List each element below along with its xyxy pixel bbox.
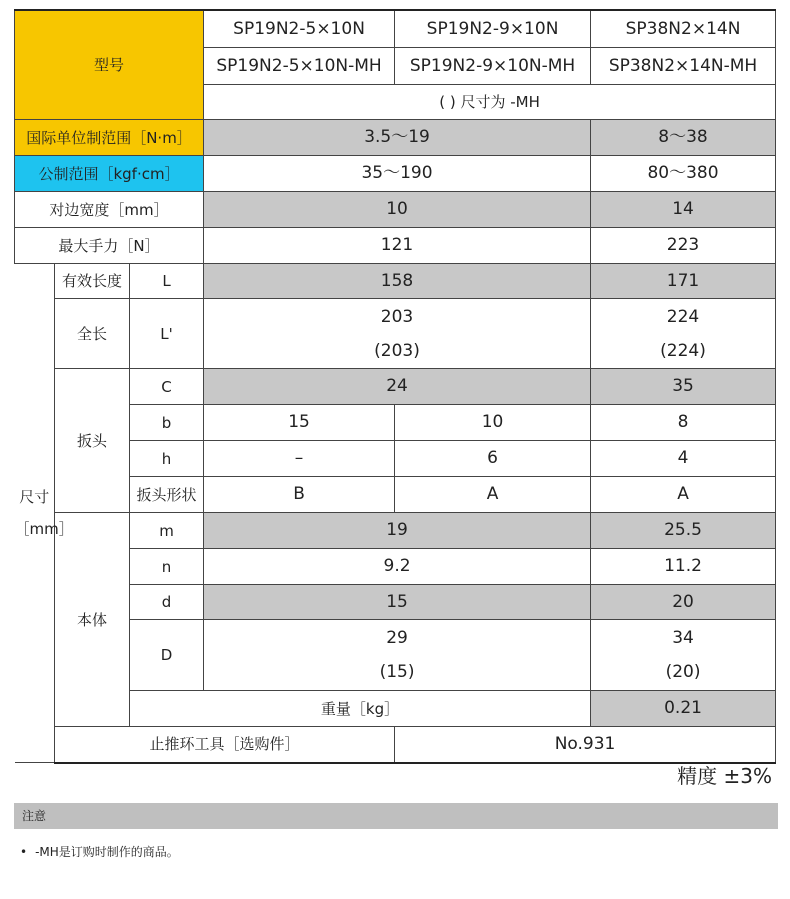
head-b-value-1: 15 (204, 405, 395, 441)
stop-ring-label: 止推环工具［选购件］ (55, 727, 395, 763)
overall-length-symbol: L' (130, 299, 204, 369)
head-h-value-3: 4 (591, 441, 776, 477)
head-shape-label: 扳头形状 (130, 477, 204, 513)
model-2-name: SP19N2-9×10N (395, 10, 591, 48)
dimensions-label-line1: 尺寸 (19, 488, 50, 506)
max-hand-force-value-b: 223 (591, 228, 776, 264)
head-h-value-2: 6 (395, 441, 591, 477)
body-d-value-b: 20 (591, 585, 776, 620)
dimensions-group-label (14, 264, 74, 763)
accuracy-note: 精度 ±3% (677, 764, 772, 788)
body-n-value-b: 11.2 (591, 549, 776, 585)
max-hand-force-value-a: 121 (204, 228, 591, 264)
model-3-name: SP38N2×14N (591, 10, 776, 48)
weight-value-a: 0.21 (591, 691, 776, 727)
overall-length-cell-a (204, 299, 591, 369)
effective-length-label: 有效长度 (55, 264, 130, 299)
head-h-value-1: – (204, 441, 395, 477)
body-m-value-a: 19 (204, 513, 591, 549)
width-across-value-b: 14 (591, 192, 776, 228)
body-D-value-a: 29 (386, 628, 408, 648)
body-D-symbol: D (130, 620, 204, 691)
body-d-value-a: 15 (204, 585, 591, 620)
head-shape-value-3: A (591, 477, 776, 513)
overall-length-value-a: 203 (380, 306, 414, 327)
overall-length-value-a-mh: (203) (374, 340, 420, 361)
body-n-symbol: n (130, 549, 204, 585)
torque-kgf-value-b: 80〜380 (591, 156, 776, 192)
notes-title: 注意 (14, 803, 778, 829)
model-1-name-mh: SP19N2-5×10N-MH (204, 48, 395, 85)
torque-kgf-value-a: 35〜190 (204, 156, 591, 192)
torque-si-value-a: 3.5〜19 (204, 120, 591, 156)
model-1-name: SP19N2-5×10N (204, 10, 395, 48)
overall-length-value-b: 224 (666, 306, 700, 327)
head-shape-value-1: B (204, 477, 395, 513)
head-c-symbol: C (130, 369, 204, 405)
torque-si-label: 国际单位制范围［N·m］ (15, 120, 204, 156)
head-c-value-b: 35 (591, 369, 776, 405)
max-hand-force-label: 最大手力［N］ (15, 228, 204, 264)
width-across-value-a: 10 (204, 192, 591, 228)
effective-length-symbol: L (130, 264, 204, 299)
notes-item: • -MH是订购时制作的商品。 (20, 843, 179, 860)
head-h-symbol: h (130, 441, 204, 477)
overall-length-label: 全长 (55, 299, 130, 369)
body-D-cell-a (204, 620, 591, 691)
model-3-name-mh: SP38N2×14N-MH (591, 48, 776, 85)
overall-length-cell-b (591, 299, 776, 369)
dimensions-label-line2: ［mm］ (14, 520, 74, 538)
body-m-symbol: m (130, 513, 204, 549)
body-label: 本体 (55, 513, 130, 727)
body-D-value-b-mh: (20) (665, 662, 701, 682)
paren-note: ( ) 尺寸为 -MH (204, 85, 776, 120)
spec-table (14, 9, 776, 764)
head-c-value-a: 24 (204, 369, 591, 405)
stop-ring-value-a: No.931 (395, 727, 776, 763)
body-D-value-a-mh: (15) (379, 662, 415, 682)
effective-length-value-a: 158 (204, 264, 591, 299)
body-n-value-a: 9.2 (204, 549, 591, 585)
body-d-symbol: d (130, 585, 204, 620)
torque-si-value-b: 8〜38 (591, 120, 776, 156)
head-b-symbol: b (130, 405, 204, 441)
body-m-value-b: 25.5 (591, 513, 776, 549)
body-D-cell-b (591, 620, 776, 691)
notes-list (20, 843, 179, 860)
weight-label: 重量［kg］ (130, 691, 591, 727)
head-shape-value-2: A (395, 477, 591, 513)
body-D-value-b: 34 (672, 628, 694, 648)
model-2-name-mh: SP19N2-9×10N-MH (395, 48, 591, 85)
width-across-label: 对边宽度［mm］ (15, 192, 204, 228)
overall-length-value-b-mh: (224) (660, 340, 706, 361)
torque-kgf-label: 公制范围［kgf·cm］ (15, 156, 204, 192)
head-b-value-2: 10 (395, 405, 591, 441)
effective-length-value-b: 171 (591, 264, 776, 299)
head-label: 扳头 (55, 369, 130, 513)
model-label: 型号 (15, 10, 204, 120)
head-b-value-3: 8 (591, 405, 776, 441)
